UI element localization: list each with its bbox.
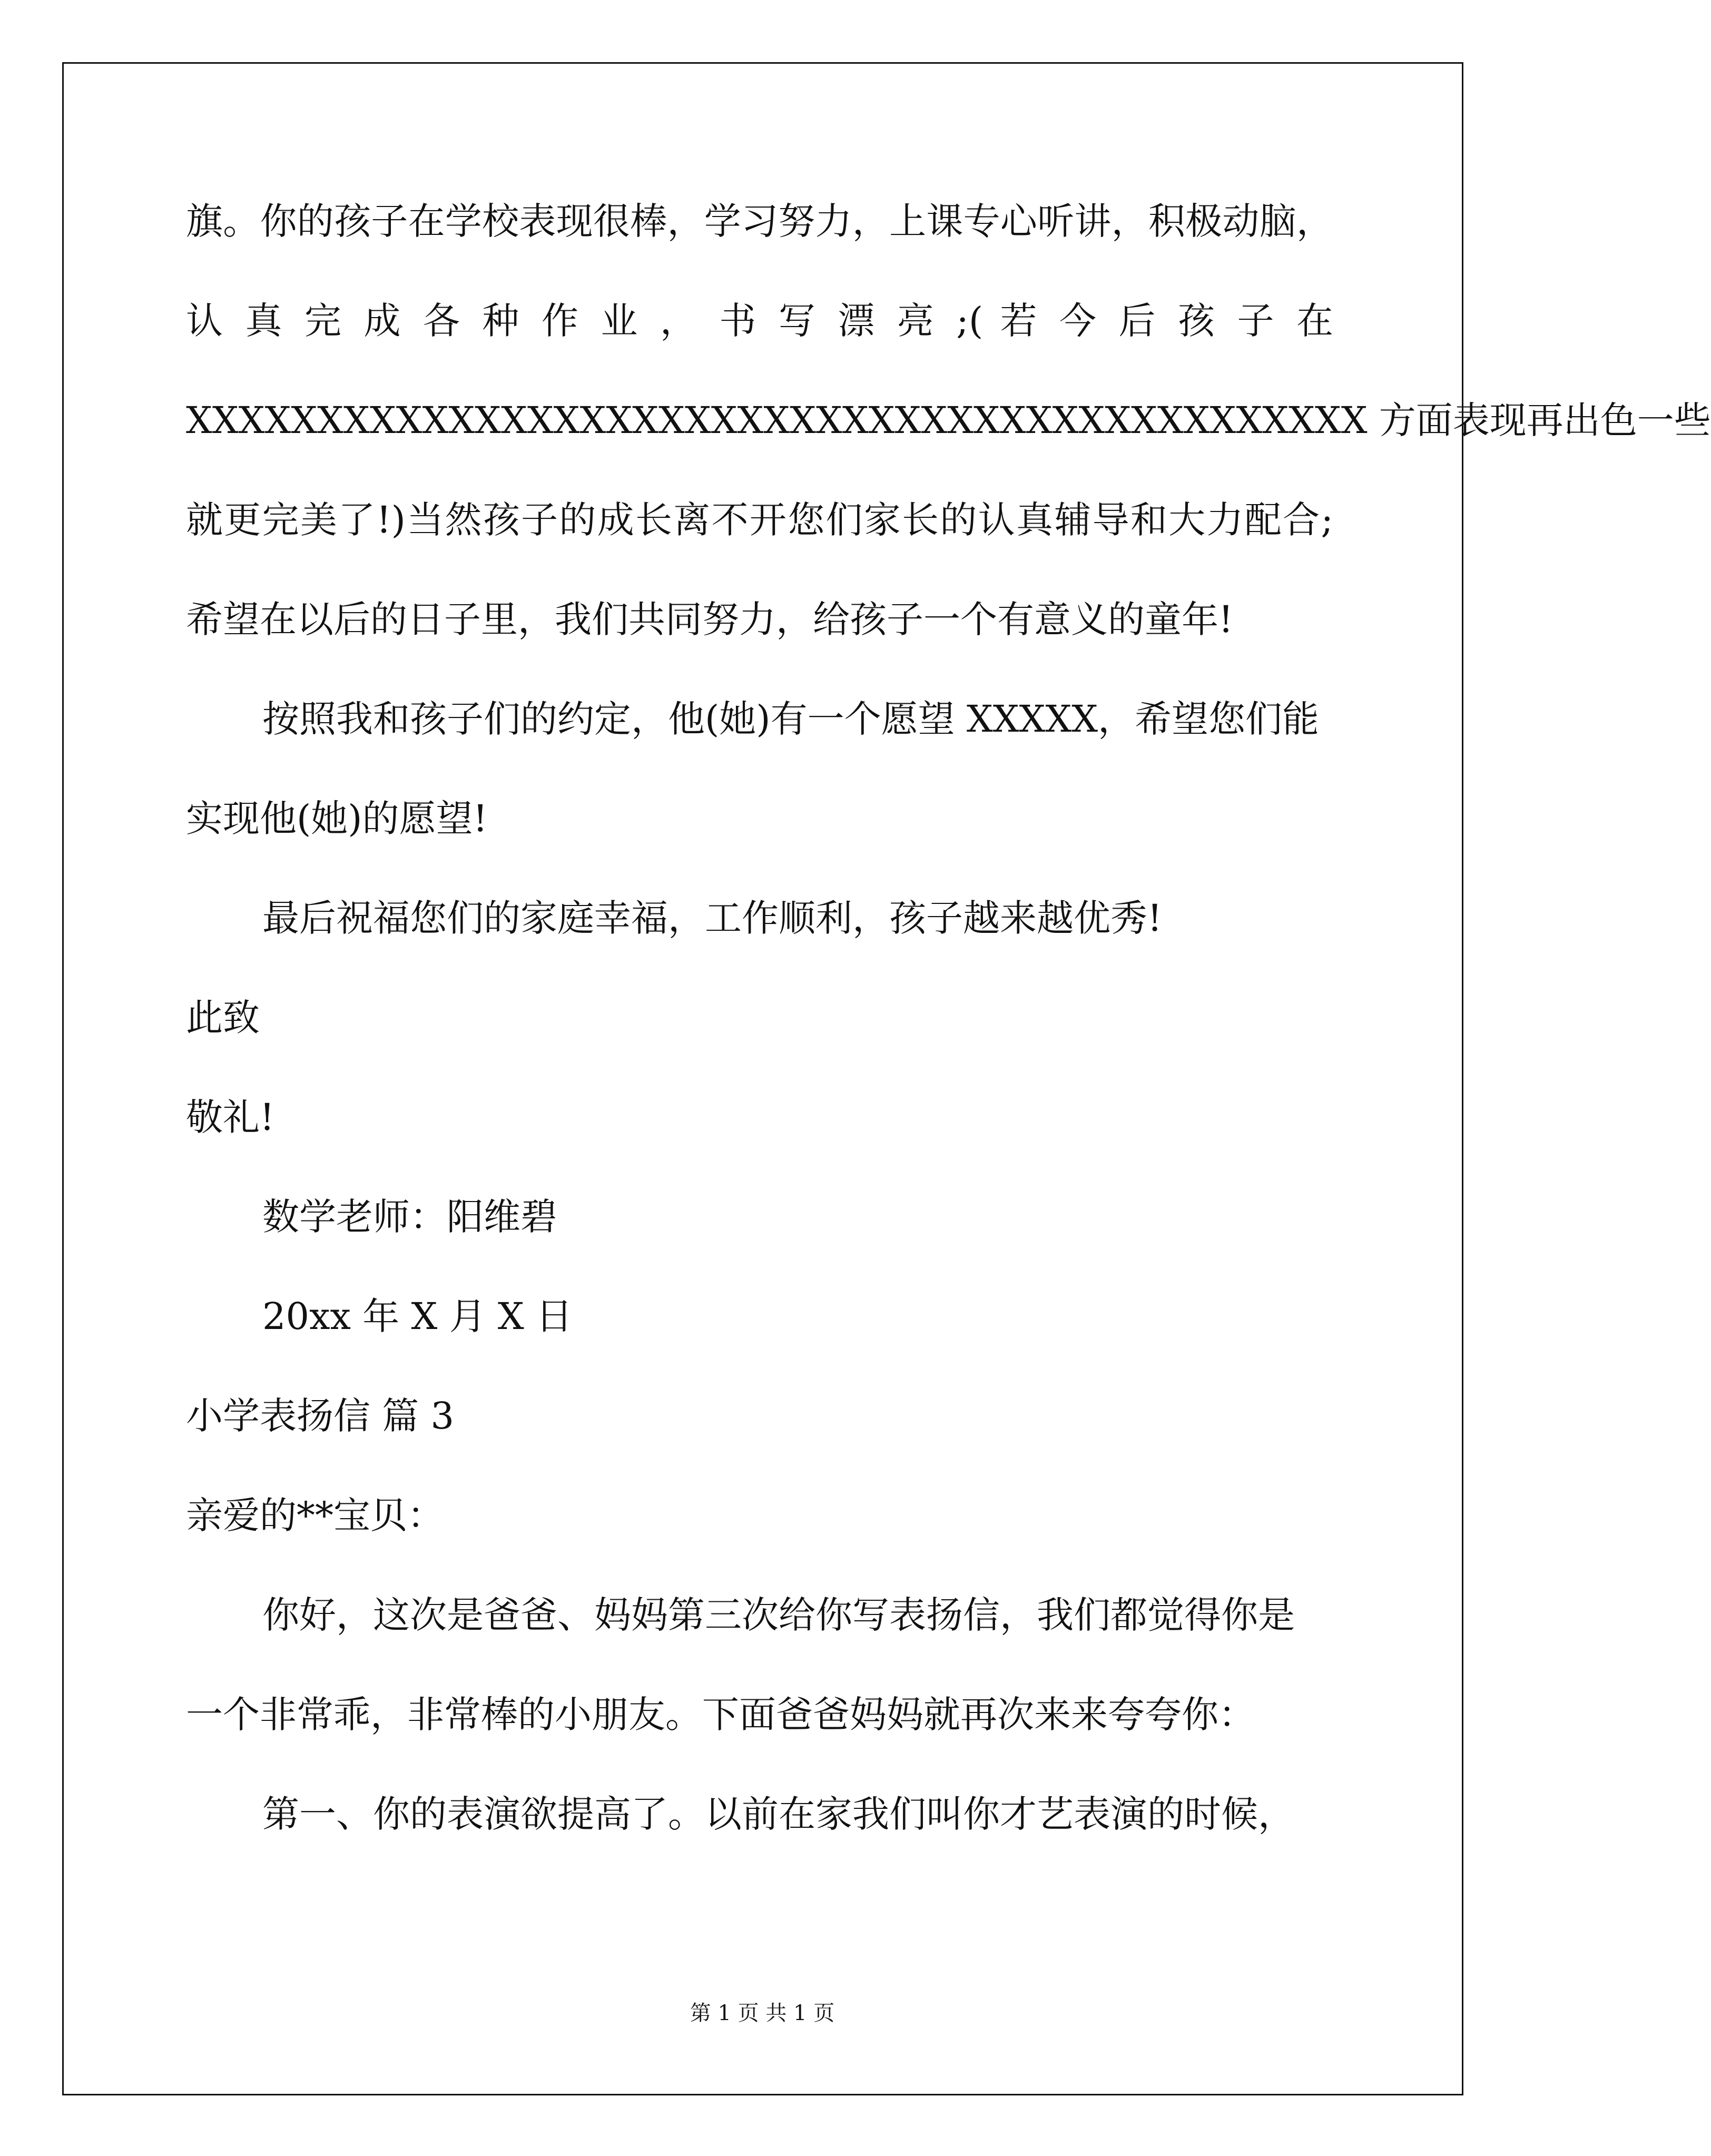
text-line: 认 真 完 成 各 种 作 业 ， 书 写 漂 亮 ;( 若 今 后 孩 子 在 bbox=[186, 299, 1333, 342]
text-line: 希望在以后的日子里，我们共同努力，给孩子一个有意义的童年! bbox=[186, 598, 1234, 641]
closing-regards: 敬礼! bbox=[186, 1096, 275, 1139]
page-footer: 第 1 页 共 1 页 bbox=[690, 2001, 835, 2025]
text-line: XXXXXXXXXXXXXXXXXXXXXXXXXXXXXXXXXXXXXXXXXXXXX 方面表现再出色一些 bbox=[186, 399, 1711, 442]
paragraph-first-line: 你好，这次是爸爸、妈妈第三次给你写表扬信，我们都觉得你是 bbox=[262, 1593, 1295, 1637]
greeting: 亲爱的**宝贝： bbox=[186, 1494, 444, 1537]
text-line: 一个非常乖，非常棒的小朋友。下面爸爸妈妈就再次来来夸夸你： bbox=[186, 1693, 1255, 1736]
signature: 数学老师：阳维碧 bbox=[262, 1195, 557, 1238]
closing-salutation: 此致 bbox=[186, 996, 260, 1039]
text-line: 旗。你的孩子在学校表现很棒，学习努力，上课专心听讲，积极动脑， bbox=[186, 200, 1333, 243]
date-line: 20xx 年 X 月 X 日 bbox=[262, 1295, 573, 1338]
text-line: 就更完美了!)当然孩子的成长离不开您们家长的认真辅导和大力配合; bbox=[186, 498, 1333, 542]
section-heading: 小学表扬信 篇 3 bbox=[186, 1394, 455, 1438]
paragraph-first-line: 按照我和孩子们的约定，他(她)有一个愿望 XXXXX，希望您们能 bbox=[262, 697, 1320, 741]
paragraph-first-line: 最后祝福您们的家庭幸福，工作顺利，孩子越来越优秀! bbox=[262, 897, 1163, 940]
text-line: 实现他(她)的愿望! bbox=[186, 797, 488, 840]
paragraph-first-line: 第一、你的表演欲提高了。以前在家我们叫你才艺表演的时候， bbox=[262, 1793, 1295, 1836]
